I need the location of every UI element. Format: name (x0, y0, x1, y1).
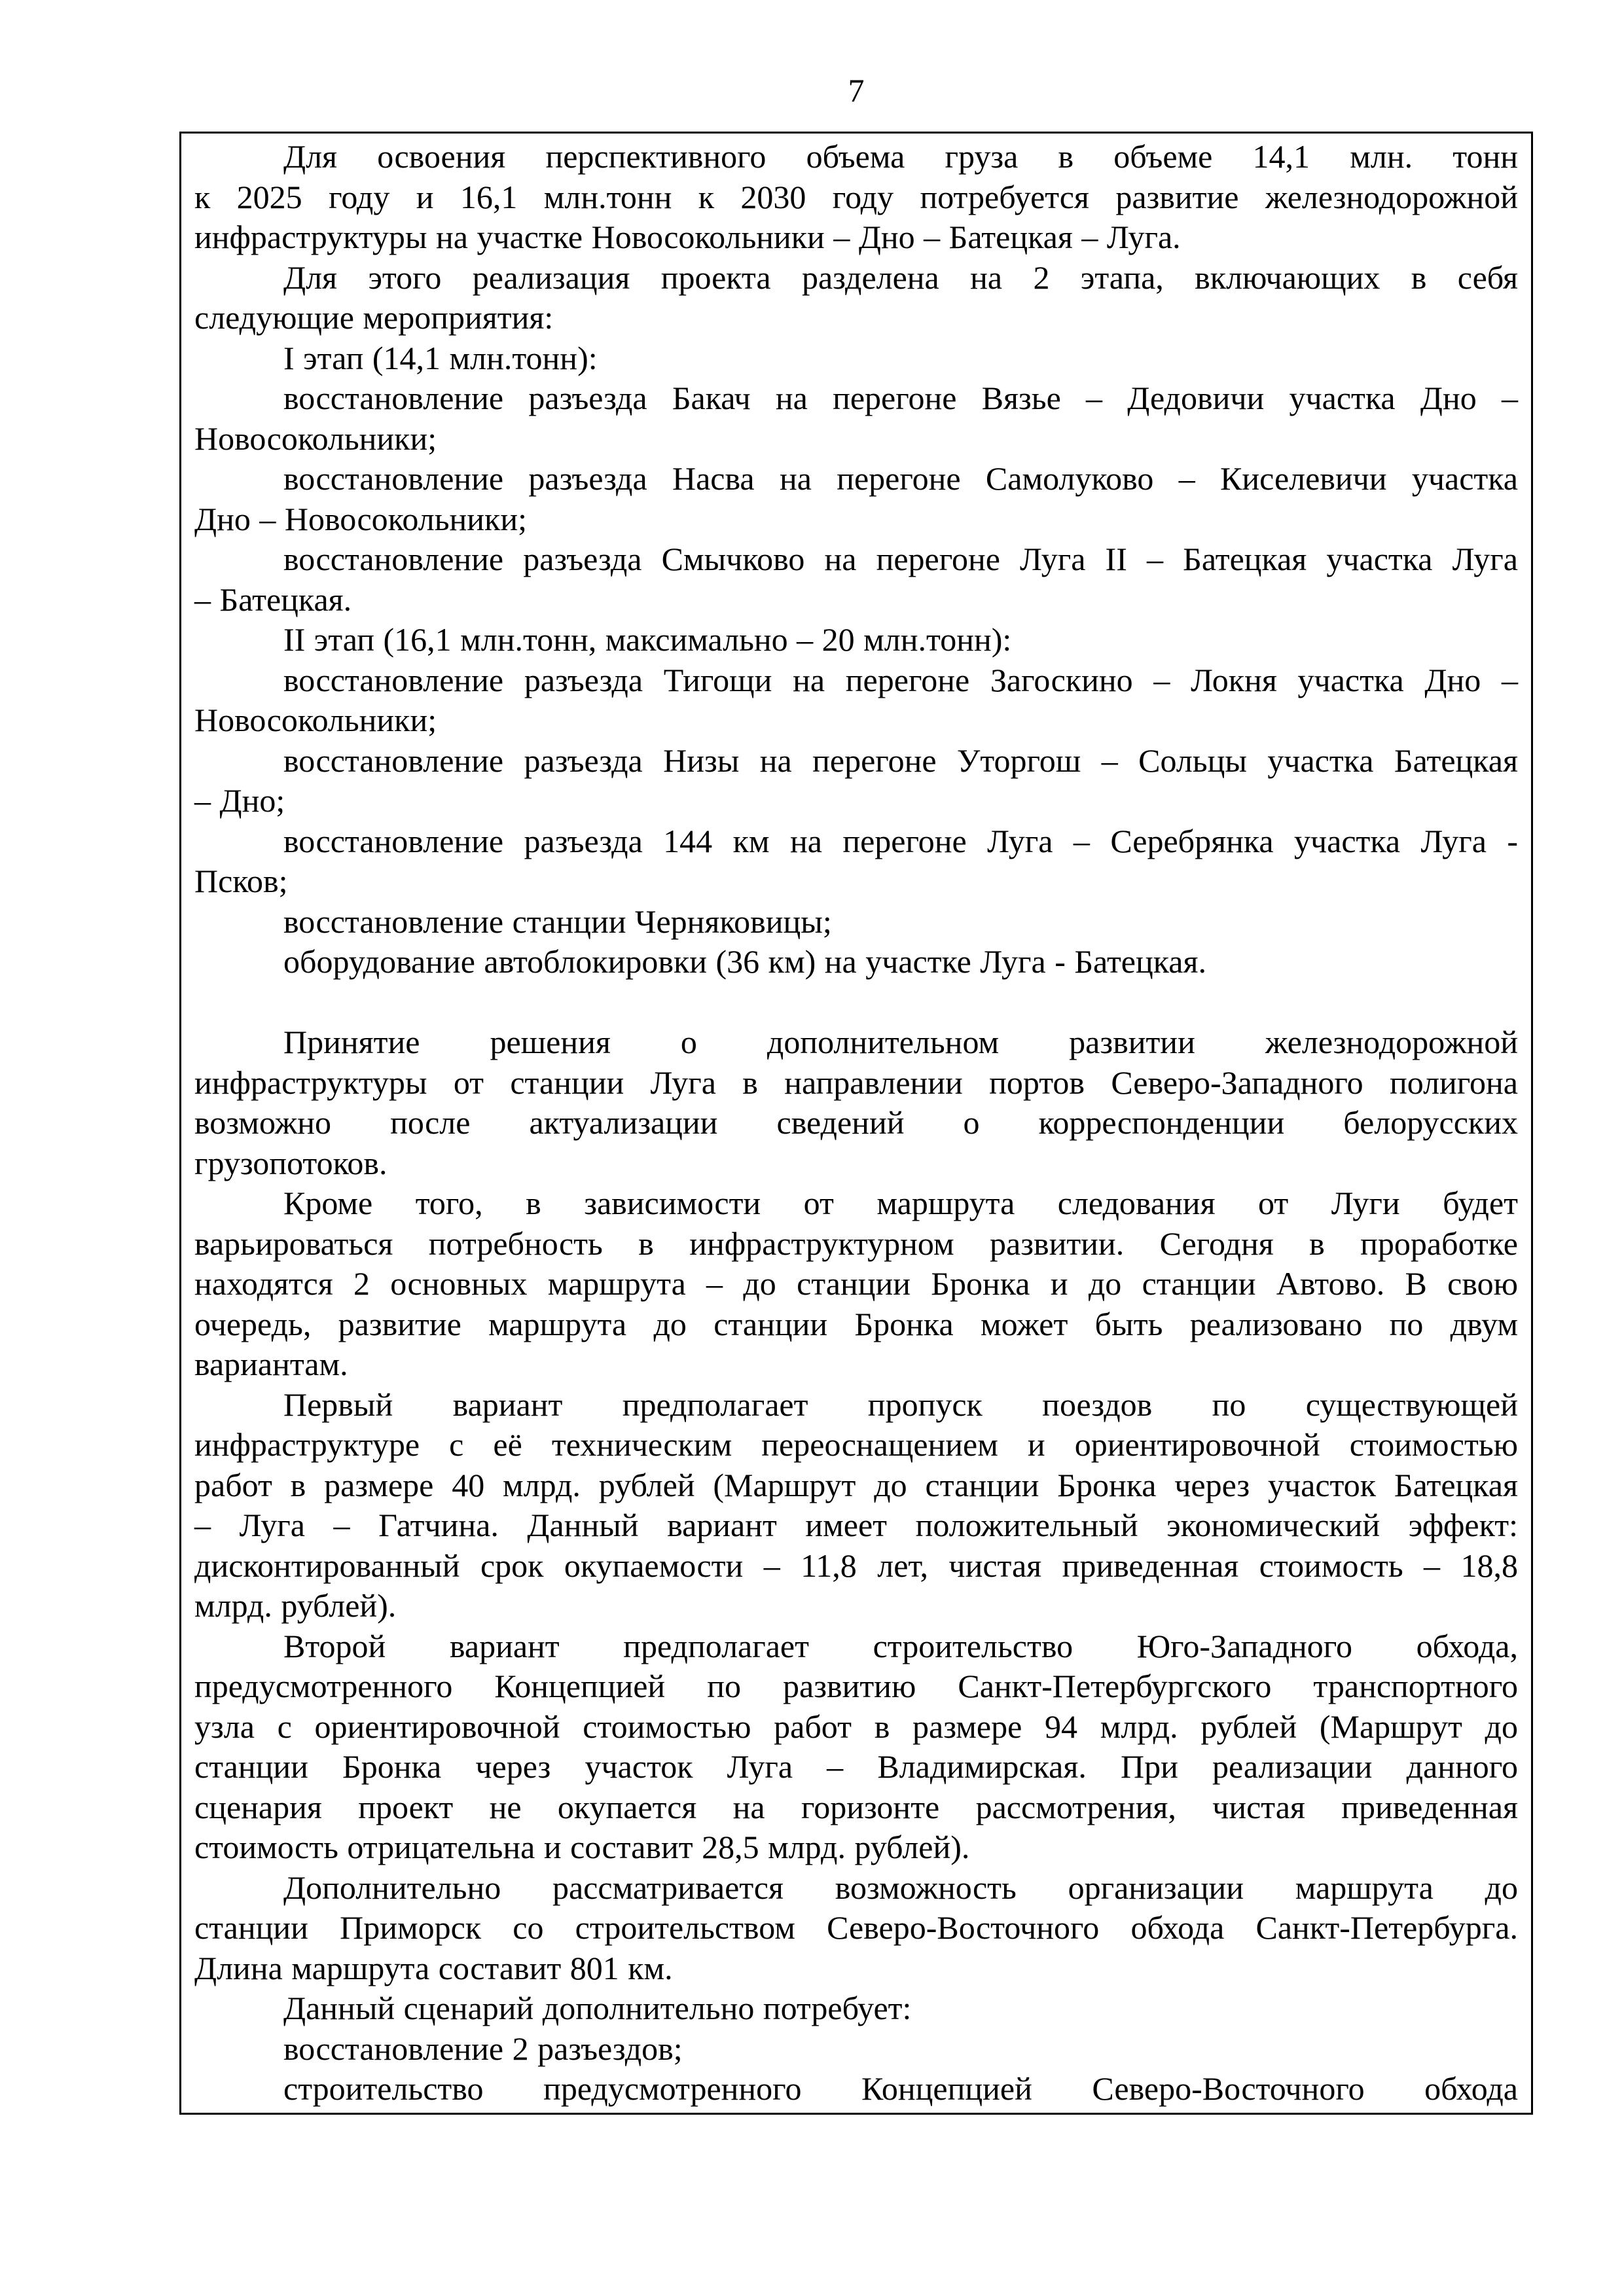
paragraph (194, 137, 1518, 258)
text-line: II этап (16,1 млн.тонн, максимально – 20 млн.тонн): (283, 621, 1012, 658)
text-line: восстановление станции Черняковицы; (283, 903, 832, 940)
paragraph (194, 258, 1518, 338)
text-line: Псков; (194, 863, 288, 899)
paragraph (194, 459, 1518, 539)
paragraph (194, 741, 1518, 821)
text-line: восстановление разъезда Тигощи на перегоне Загоскино – Локня участка Дно – (283, 661, 1518, 698)
text-line: предусмотренного Концепцией по развитию Санкт-Петербургского транспортного (194, 1668, 1518, 1704)
text-line: варьироваться потребность в инфраструктурном развитии. Сегодня в проработке (194, 1225, 1518, 1262)
text-line: инфраструктуре с её техническим переоснащением и ориентировочной стоимостью (194, 1426, 1518, 1463)
text-line: млрд. рублей). (194, 1587, 397, 1624)
text-line: стоимость отрицательна и составит 28,5 млрд. рублей). (194, 1829, 970, 1865)
paragraph (194, 2069, 1518, 2109)
text-line: следующие мероприятия: (194, 299, 554, 336)
text-line: вариантам. (194, 1346, 348, 1382)
paragraph (194, 660, 1518, 741)
text-line: Дно – Новосокольники; (194, 500, 527, 537)
page-number: 7 (848, 72, 865, 109)
text-line: станции Приморск со строительством Северо-Восточного обхода Санкт-Петербурга. (194, 1909, 1518, 1946)
text-line: восстановление разъезда Бакач на перегоне Вязье – Дедовичи участка Дно – (283, 380, 1518, 416)
text-line: восстановление разъезда Низы на перегоне Уторгош – Сольцы участка Батецкая (283, 742, 1518, 779)
text-line: Новосокольники; (194, 702, 437, 738)
paragraph (194, 620, 1518, 660)
text-line: к 2025 году и 16,1 млн.тонн к 2030 году потребуется развитие железнодорожной (194, 178, 1518, 215)
text-line: Для этого реализация проекта разделена на 2 этапа, включающих в себя (283, 259, 1518, 296)
paragraph (194, 821, 1518, 902)
text-line: – Луга – Гатчина. Данный вариант имеет положительный экономический эффект: (194, 1507, 1518, 1543)
text-line: строительство предусмотренного Концепцией Северо-Восточного обхода (283, 2070, 1518, 2107)
text-line: – Дно; (194, 782, 285, 819)
text-line: сценария проект не окупается на горизонте рассмотрения, чистая приведенная (194, 1788, 1518, 1825)
text-line: оборудование автоблокировки (36 км) на участке Луга - Батецкая. (283, 943, 1206, 980)
paragraph (194, 1988, 1518, 2029)
text-line: находятся 2 основных маршрута – до станции Бронка и до станции Автово. В свою (194, 1265, 1518, 1302)
text-line: Длина маршрута составит 801 км. (194, 1949, 673, 1986)
blank-line (194, 982, 1518, 1023)
text-line: инфраструктуры на участке Новосокольники – Дно – Батецкая – Луга. (194, 219, 1181, 255)
text-line: работ в размере 40 млрд. рублей (Маршрут до станции Бронка через участок Батецкая (194, 1466, 1518, 1503)
paragraph (194, 902, 1518, 942)
text-line: восстановление разъезда 144 км на перегоне Луга – Серебрянка участка Луга - (283, 822, 1518, 859)
text-body (194, 137, 1518, 2109)
text-line: очередь, развитие маршрута до станции Бронка может быть реализовано по двум (194, 1305, 1518, 1342)
text-line: узла с ориентировочной стоимостью работ в размере 94 млрд. рублей (Маршрут до (194, 1708, 1518, 1745)
paragraph (194, 539, 1518, 620)
paragraph (194, 2029, 1518, 2070)
text-line: Принятие решения о дополнительном развитии железнодорожной (283, 1024, 1518, 1060)
text-line: I этап (14,1 млн.тонн): (283, 339, 598, 376)
text-line: Кроме того, в зависимости от маршрута следования от Луги будет (283, 1185, 1518, 1221)
text-line: Для освоения перспективного объема груза в объеме 14,1 млн. тонн (283, 138, 1518, 175)
text-line: восстановление разъезда Насва на перегоне Самолуково – Киселевичи участка (283, 460, 1518, 497)
text-line: инфраструктуры от станции Луга в направлении портов Северо-Западного полигона (194, 1064, 1518, 1101)
text-line: Новосокольники; (194, 420, 437, 457)
text-line: – Батецкая. (194, 581, 352, 618)
paragraph (194, 1385, 1518, 1626)
paragraph (194, 1022, 1518, 1183)
content-box (179, 132, 1533, 2115)
text-line: восстановление разъезда Смычково на перегоне Луга II – Батецкая участка Луга (283, 541, 1518, 577)
text-line: дисконтированный срок окупаемости – 11,8 лет, чистая приведенная стоимость – 18,8 (194, 1547, 1518, 1584)
paragraph (194, 1626, 1518, 1868)
text-line: Дополнительно рассматривается возможность организации маршрута до (283, 1869, 1518, 1906)
text-line: Первый вариант предполагает пропуск поездов по существующей (283, 1386, 1518, 1423)
paragraph (194, 378, 1518, 459)
text-line: грузопотоков. (194, 1144, 388, 1181)
text-line: восстановление 2 разъездов; (283, 2030, 683, 2067)
text-line: Второй вариант предполагает строительство Юго-Западного обхода, (283, 1627, 1518, 1664)
paragraph (194, 942, 1518, 982)
paragraph (194, 1868, 1518, 1989)
paragraph (194, 1183, 1518, 1385)
paragraph (194, 338, 1518, 379)
text-line: возможно после актуализации сведений о корреспонденции белорусских (194, 1104, 1518, 1141)
text-line: Данный сценарий дополнительно потребует: (283, 1990, 912, 2026)
text-line: станции Бронка через участок Луга – Владимирская. При реализации данного (194, 1748, 1518, 1785)
